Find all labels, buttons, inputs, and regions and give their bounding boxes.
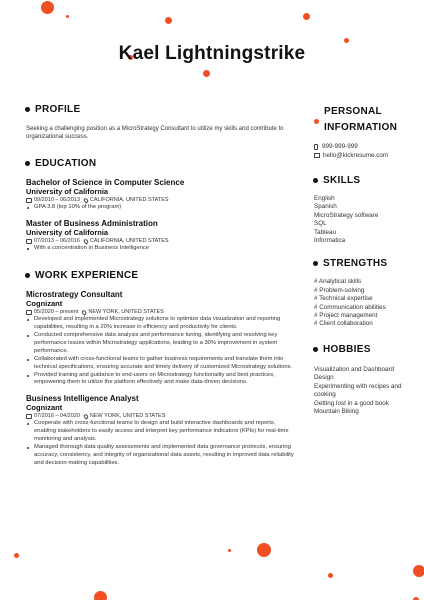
list-item: Getting lost in a good book: [314, 399, 389, 407]
phone-number: 999-999-999: [322, 143, 358, 150]
list-item: Developed and implemented Microstrategy solutions to optimize data visualization and reporting capabilities, resulting in a 20% increase in efficiency and productivity for clients.: [26, 316, 296, 332]
degree-title: Bachelor of Science in Computer Science: [26, 178, 185, 188]
list-item: Collaborated with cross-functional teams to gather business requirements and translate them into technical specifications, ensuring accurate and timely delivery of customized Microstrategy solutions.: [26, 356, 296, 372]
education-meta: 07/2013 – 06/2016 CALIFORNIA, UNITED STATES: [26, 237, 296, 245]
envelope-icon: [314, 153, 320, 158]
list-item: MicroStrategy software: [314, 211, 379, 219]
job-bullets: [26, 316, 296, 387]
decor-dot: [413, 565, 424, 577]
calendar-icon: [26, 198, 32, 203]
list-item: Spanish: [314, 203, 337, 211]
list-item: With a concentration in Business Intelligence: [26, 245, 296, 253]
location-pin-icon: [83, 413, 89, 419]
education-bullets: [26, 204, 296, 212]
decor-dot: [328, 573, 333, 578]
company-name: Cognizant: [26, 403, 63, 413]
location-pin-icon: [81, 309, 87, 315]
decor-dot: [303, 13, 310, 20]
decor-dot: [94, 591, 107, 600]
phone-line: [314, 142, 414, 151]
job-meta: 07/2016 – 04/2020 NEW YORK, UNITED STATES: [26, 412, 296, 420]
skills-heading: SKILLS: [314, 175, 414, 186]
main-column: [26, 104, 296, 468]
heading-bullet-icon: [25, 107, 30, 112]
job-title: Microstrategy Consultant: [26, 290, 123, 300]
email-address: hello@kickresume.com: [323, 152, 389, 159]
heading-bullet-icon: [25, 161, 30, 166]
hobbies-heading: HOBBIES: [314, 344, 414, 355]
sidebar-column: [314, 104, 414, 416]
job-bullets: [26, 420, 296, 467]
list-item: # Problem-solving: [314, 286, 365, 294]
education-heading: EDUCATION: [26, 158, 296, 169]
job-item: [26, 290, 296, 387]
list-item: # Project management: [314, 312, 378, 320]
list-item: Informatica: [314, 237, 346, 245]
decor-dot: [41, 1, 54, 14]
hobbies-list: [314, 366, 414, 416]
list-item: Conducted comprehensive data analysis and performance tuning, identifying and resolving key performance issues within Microstrategy applications, leading to a 30% improvement in system performance.: [26, 332, 296, 356]
decor-dot: [228, 549, 231, 552]
education-item: [26, 178, 296, 212]
education-bullets: [26, 245, 296, 253]
education-item: [26, 219, 296, 253]
strengths-list: [314, 278, 414, 328]
skills-list: [314, 195, 414, 245]
list-item: Tableau: [314, 228, 337, 236]
heading-bullet-icon: [313, 347, 318, 352]
decor-dot: [257, 543, 271, 557]
list-item: SQL: [314, 220, 327, 228]
strengths-heading: STRENGTHS: [314, 258, 414, 269]
list-item: Cooperate with cross-functional teams to design and build interactive dashboards and reports, enabling stakeholders to easily access and interpret key performance indicators (KPIs) for real-time monitoring and analysis.: [26, 420, 296, 444]
job-title: Business Intelligence Analyst: [26, 394, 139, 404]
location-pin-icon: [83, 238, 89, 244]
email-line: [314, 151, 414, 160]
company-name: Cognizant: [26, 299, 63, 309]
degree-title: Master of Business Administration: [26, 219, 158, 229]
list-item: # Technical expertise: [314, 295, 373, 303]
school-name: University of California: [26, 187, 109, 197]
calendar-icon: [26, 239, 32, 244]
heading-bullet-icon: [313, 178, 318, 183]
calendar-icon: [26, 414, 32, 419]
list-item: Experimenting with recipes and cooking: [314, 382, 402, 399]
work-experience-heading: WORK EXPERIENCE: [26, 270, 296, 281]
list-item: English: [314, 195, 335, 202]
list-item: GPA 3.8 (top 10% of the program): [26, 204, 296, 212]
list-item: Managed thorough data quality assessments and implemented data governance protocols, ensuring accuracy, consistency, and integrity of organizational data assets, resulting in improved data reliability and decision-making capabilities.: [26, 444, 296, 468]
list-item: Mountain Biking: [314, 407, 359, 415]
list-item: # Analytical skills: [314, 278, 362, 286]
heading-bullet-icon: [313, 261, 318, 266]
job-item: [26, 394, 296, 467]
profile-heading: PROFILE: [26, 104, 296, 115]
job-meta: 05/2020 – present NEW YORK, UNITED STATES: [26, 308, 296, 316]
candidate-name: Kael Lightningstrike: [118, 43, 306, 64]
personal-info-heading: PERSONAL INFORMATION: [324, 106, 398, 133]
education-meta: 09/2010 – 06/2013 CALIFORNIA, UNITED STATES: [26, 196, 296, 204]
list-item: # Communication abilities: [314, 303, 386, 311]
profile-text: Seeking a challenging position as a MicroStrategy Consultant to utilize my skills and contribute to organizational success.: [26, 126, 284, 141]
decor-dot: [165, 17, 172, 24]
decor-dot: [66, 15, 69, 18]
decor-dot: [14, 553, 19, 558]
list-item: Visualization and Dashboard Design: [314, 365, 395, 382]
school-name: University of California: [26, 228, 109, 238]
decor-dot: [203, 70, 210, 77]
calendar-icon: [26, 310, 32, 315]
list-item: # Client collaboration: [314, 320, 373, 328]
list-item: Provided training and guidance to end-users on Microstrategy functionality and best practices, empowering them to utilize the platform effectively and make data-driven decisions.: [26, 372, 296, 388]
heading-bullet-icon: [25, 273, 30, 278]
location-pin-icon: [83, 197, 89, 203]
phone-icon: [314, 144, 318, 150]
